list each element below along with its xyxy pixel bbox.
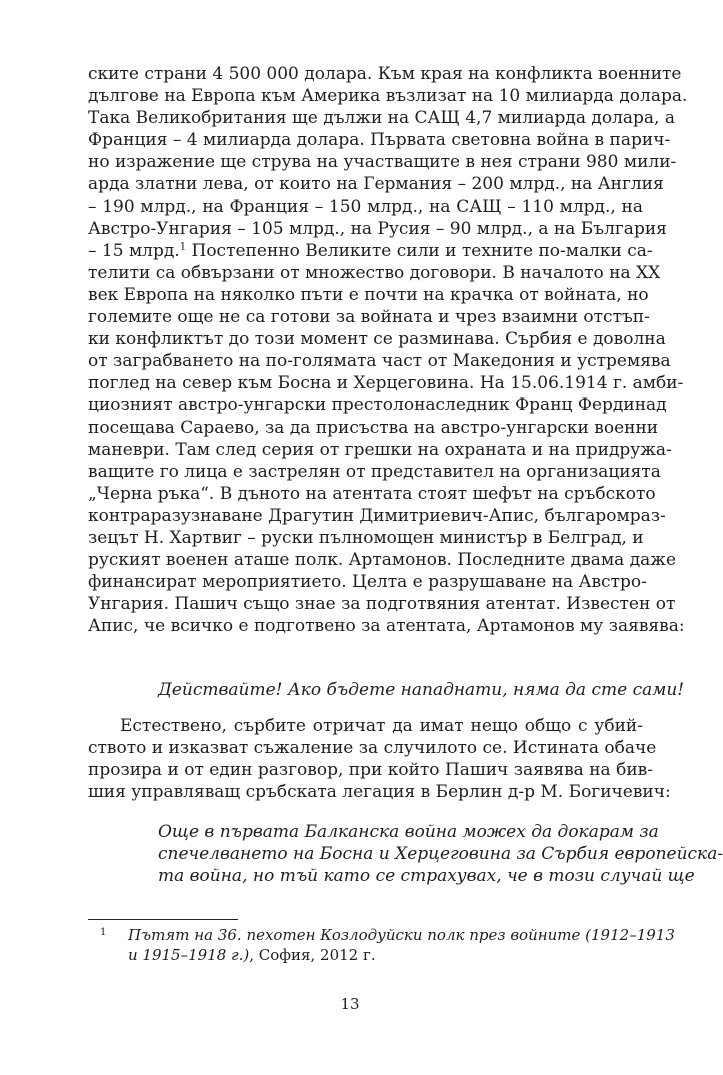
quote-line: Още в първата Балканска война можех да докарам за — [158, 822, 659, 842]
text-line: шия управляващ сръбската легация в Берлин д-р М. Богичевич: — [88, 782, 671, 802]
quote-text: Действайте! Ако бъдете нападнати, няма да сте сами! — [158, 680, 685, 700]
text-line: контраразузнаване Драгутин Димитриевич-Апис, българомраз- — [88, 505, 666, 526]
text-line: „Черна ръка“. В дъното на атентата стоят шефът на сръбското — [88, 483, 656, 504]
text-line: прозира и от един разговор, при който Пашич заявява на бив- — [88, 760, 653, 780]
text-line: телити са обвързани от множество договори. В началото на ХХ — [88, 262, 661, 283]
main-paragraph — [88, 63, 688, 637]
footnote-reference[interactable]: 1 — [179, 241, 187, 253]
text-line: Естествено, сърбите отричат да имат нещо общо с убий- — [120, 716, 643, 736]
text-line: ващите го лица е застрелян от представител на организацията — [88, 461, 661, 482]
quote-line: спечелването на Босна и Херцеговина за Сърбия европейска- — [158, 844, 723, 864]
text-line: Австро-Унгария – 105 млрд., на Русия – 90 млрд., а на България — [88, 218, 667, 239]
text-line: ки конфликтът до този момент се разминава. Сърбия е доволна — [88, 329, 666, 350]
text-line-with-footnote — [88, 240, 653, 262]
quote-line: та война, но тъй като се страхувах, че в този случай ще — [158, 866, 695, 886]
second-paragraph — [88, 715, 671, 803]
block-quotation — [158, 821, 723, 887]
text-line: Апис, че всичко е подготвено за атентата, Артамонов му заявява: — [88, 616, 685, 637]
text-line: посещава Сараево, за да присъства на австро-унгарски военни — [88, 417, 659, 438]
footnote-line-2 — [128, 945, 645, 965]
footnote-title-line: Пътят на 36. пехотен Козлодуйски полк през войните (1912–1913 — [128, 926, 675, 944]
text-segment: Постепенно Великите сили и техните по-малки са- — [191, 240, 653, 261]
footnote-marker: 1 — [100, 927, 107, 938]
text-line: Франция – 4 милиарда долара. Първата световна война в парич- — [88, 130, 671, 151]
text-line: финансират мероприятието. Целта е разрушаване на Австро- — [88, 572, 647, 593]
footnote-text — [100, 925, 675, 965]
text-line: големите още не са готови за войната и чрез взаимни отстъп- — [88, 307, 650, 328]
text-line: поглед на север към Босна и Херцеговина. На 15.06.1914 г. амби- — [88, 373, 684, 394]
text-line: арда златни лева, от които на Германия – 200 млрд., на Англия — [88, 174, 664, 195]
footnote-title-part: и 1915–1918 г.) — [128, 946, 250, 964]
text-line: Така Великобритания ще дължи на САЩ 4,7 милиарда долара, а — [88, 108, 675, 129]
text-line: маневри. Там след серия от грешки на охраната и на придружа- — [88, 439, 672, 460]
text-line: Унгария. Пашич също знае за подготвяния атентат. Известен от — [88, 594, 676, 615]
text-line: век Европа на няколко пъти е почти на крачка от войната, но — [88, 284, 649, 305]
footnote — [100, 925, 675, 965]
page-number: 13 — [340, 995, 360, 1013]
text-line: – 190 млрд., на Франция – 150 млрд., на САЩ – 110 млрд., на — [88, 196, 643, 217]
text-line: циозният австро-унгарски престолонаследник Франц Фердинад — [88, 395, 667, 416]
text-line: зецът Н. Хартвиг – руски пълномощен министър в Белград, и — [88, 527, 644, 548]
text-line: руският военен аташе полк. Артамонов. Последните двама даже — [88, 550, 677, 571]
text-segment: – 15 млрд. — [88, 240, 180, 261]
text-line: дългове на Европа към Америка възлизат на 10 милиарда долара. — [88, 86, 688, 107]
text-line: ството и изказват съжаление за случилото се. Истината обаче — [88, 738, 657, 758]
footnote-source: , София, 2012 г. — [249, 946, 376, 964]
text-line: от заграбването на по-голямата част от Македония и устремява — [88, 351, 671, 372]
text-line: ските страни 4 500 000 долара. Към края на конфликта военните — [88, 64, 682, 84]
quotation — [158, 679, 684, 701]
text-line: но изражение ще струва на участващите в нея страни 980 мили- — [88, 152, 677, 173]
footnote-divider — [88, 919, 238, 920]
